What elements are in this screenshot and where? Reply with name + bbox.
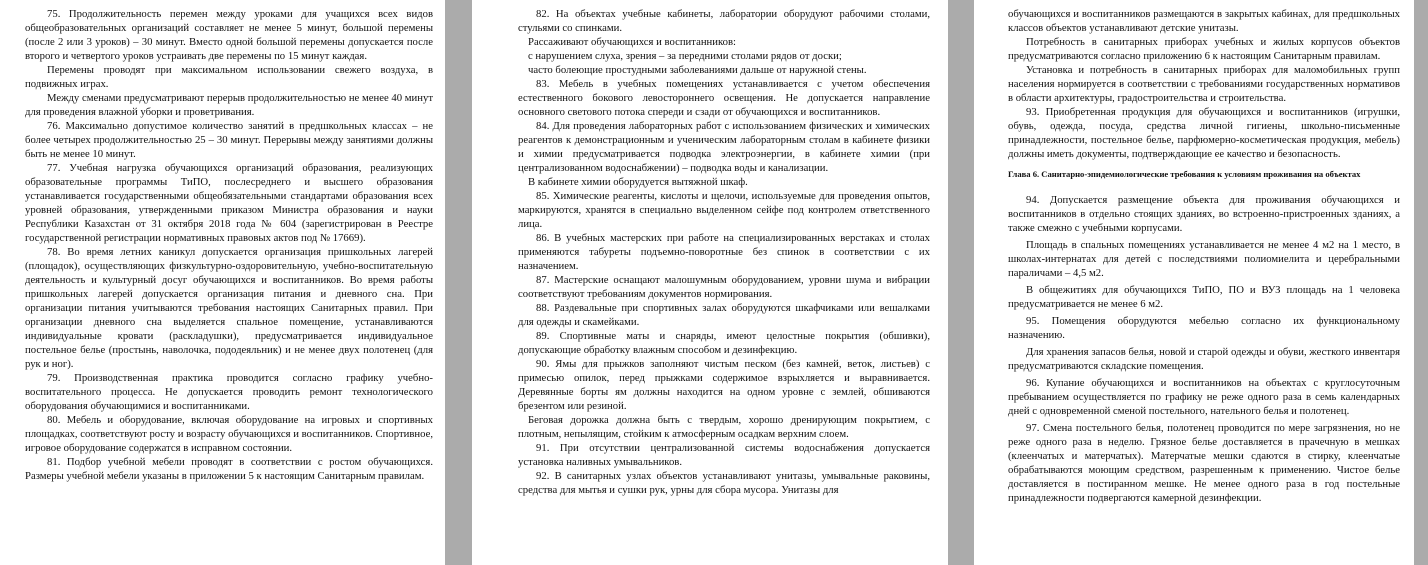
- paragraph-80: 80. Мебель и оборудование, включая оборудование на игровых и спортивных площадках, соответствуют росту и возрасту обучающихся и воспитанников. Спортивное, игровое оборудование содержатся в исправном состоянии.: [25, 414, 433, 454]
- document-page-1: [0, 0, 445, 565]
- paragraph-75-breaks: Перемены проводят при максимальном использовании свежего воздуха, в подвижных играх.: [25, 64, 433, 90]
- paragraph-94-area: Площадь в спальных помещениях устанавливается не менее 4 м2 на 1 место, в школах-интернатах для детей с последствиями полиомиелита и церебральными параличами – 4,5 м2.: [1008, 239, 1400, 279]
- paragraph-81: 81. Подбор учебной мебели проводят в соответствии с ростом обучающихся. Размеры учебной мебели указаны в приложении 5 к настоящим Санитарным правилам.: [25, 456, 433, 482]
- paragraph-97: 97. Смена постельного белья, полотенец проводится по мере загрязнения, но не реже одного раза в неделю. Грязное белье доставляется в прачечную в мешках (клеенчатых и матерчатых). Матерчатые мешки сдаются в стирку, клеенчатые обрабатываются моющим средством, разрешенным к применению. Чистое белье доставляется в постиранном мешке. Не менее одного раза в год постельные принадлежности подвергаются камерной дезинфекции.: [1008, 422, 1400, 504]
- chapter-heading: Глава 6. Санитарно-эпидемиологические требования к условиям проживания на объектах: [1008, 169, 1361, 179]
- paragraph-75-shifts: Между сменами предусматривают перерыв продолжительностью не менее 40 минут для проведения влажной уборки и проветривания.: [25, 92, 433, 118]
- paragraph-82-illness: часто болеющие простудными заболеваниями дальше от наружной стены.: [528, 64, 867, 76]
- paragraph-78: 78. Во время летних каникул допускается организация пришкольных лагерей (площадок), осуществляющих физкультурно-оздоровительную, учебно-воспитательную деятельность и культурный досуг обучающихся и воспитанников. Во время работы пришкольных лагерей допускается организация питания и дневного сна. При организации питания учитываются требования настоящих Санитарных правил. При организации дневного сна выделяется спальное помещение, устанавливаются индивидуальные кровати (раскладушки), предусматривается индивидуальное постельное белье (простынь, наволочка, пододеяльник) и не менее двух полотенец (для рук и ног).: [25, 246, 433, 370]
- paragraph-92-needs: Потребность в санитарных приборах учебных и жилых корпусов объектов предусматриваются согласно приложению 6 к настоящим Санитарным правилам.: [1008, 36, 1400, 62]
- page-gap-2: [948, 0, 975, 565]
- paragraph-92-mobility: Установка и потребность в санитарных приборах для маломобильных групп населения нормируется в соответствии с требованиями государственных нормативов в области архитектуры, градостроительства и строительства.: [1008, 64, 1400, 104]
- paragraph-95-storage: Для хранения запасов белья, новой и старой одежды и обуви, жесткого инвентаря предусматриваются складские помещения.: [1008, 346, 1400, 372]
- paragraph-88: 88. Раздевальные при спортивных залах оборудуются шкафчиками или вешалками для одежды и скамейками.: [518, 302, 930, 328]
- paragraph-94-dorm: В общежитиях для обучающихся ТиПО, ПО и ВУЗ площадь на 1 человека предусматривается не менее 6 м2.: [1008, 284, 1400, 310]
- paragraph-94: 94. Допускается размещение объекта для проживания обучающихся и воспитанников в отдельно стоящих зданиях, во встроенно-пристроенных зданиях, а также смежно с учебными корпусами.: [1008, 194, 1400, 234]
- paragraph-83: 83. Мебель в учебных помещениях устанавливается с учетом обеспечения естественного бокового левостороннего освещения. Не допускается направление основного светового потока спереди и сзади от обучающихся и воспитанников.: [518, 78, 930, 118]
- paragraph-96: 96. Купание обучающихся и воспитанников на объектах с круглосуточным пребыванием осуществляется по графику не реже одного раза в семь календарных дней с одновременной сменой постельного, нательного белья и полотенец.: [1008, 377, 1400, 417]
- paragraph-89: 89. Спортивные маты и снаряды, имеют целостные покрытия (обшивки), допускающие обработку влажным способом и дезинфекцию.: [518, 330, 930, 356]
- paragraph-84-hood: В кабинете химии оборудуется вытяжной шкаф.: [528, 176, 748, 188]
- document-page-2: [472, 0, 948, 565]
- document-page-3: [974, 0, 1414, 565]
- paragraph-82: 82. На объектах учебные кабинеты, лаборатории оборудуют рабочими столами, стульями со спинками.: [518, 8, 930, 34]
- paragraph-77: 77. Учебная нагрузка обучающихся организаций образования, реализующих образовательные программы ТиПО, послесреднего и высшего образования устанавливается государственными общеобязательными стандартами образования всех уровней образования, утвержденными приказом Министра образования и науки Республики Казахстан от 31 октября 2018 года № 604 (зарегистрирован в Реестре государственной регистрации нормативных правовых актов под № 17669).: [25, 162, 433, 244]
- paragraph-90: 90. Ямы для прыжков заполняют чистым песком (без камней, веток, листьев) с примесью опилок, перед прыжками содержимое взрыхляется и выравнивается. Деревянные борты ям должны находится на одном уровне с землей, обшиваются брезентом или резиной.: [518, 358, 930, 412]
- paragraph-84: 84. Для проведения лабораторных работ с использованием физических и химических реагентов к демонстрационным и ученическим лабораторным столам в кабинете физики и химии предусматривается подводка электроэнергии, в кабинете химии (при централизованном водоснабжении) – подводка воды и канализации.: [518, 120, 930, 174]
- paragraph-76: 76. Максимально допустимое количество занятий в предшкольных классах – не более четырех продолжительностью 25 – 30 минут. Перерывы между занятиями должны быть не менее 10 минут.: [25, 120, 433, 160]
- paragraph-86: 86. В учебных мастерских при работе на специализированных верстаках и столах применяются табуреты подъемно-поворотные без спинок в соответствии с их назначением.: [518, 232, 930, 272]
- paragraph-79: 79. Производственная практика проводится согласно графику учебно-воспитательного процесса. Не допускается проводить ремонт технологического оборудования обучающимися и воспитанниками.: [25, 372, 433, 412]
- paragraph-95: 95. Помещения оборудуются мебелью согласно их функциональному назначению.: [1008, 315, 1400, 341]
- page-gap-1: [445, 0, 472, 565]
- paragraph-92-continued: обучающихся и воспитанников размещаются в закрытых кабинах, для предшкольных классов объектов устанавливают детские унитазы.: [1008, 8, 1400, 34]
- paragraph-91: 91. При отсутствии централизованной системы водоснабжения допускается установка наливных умывальников.: [518, 442, 930, 468]
- paragraph-75: 75. Продолжительность перемен между уроками для учащихся всех видов общеобразовательных организаций составляет не менее 5 минут, большой перемены (после 2 или 3 уроков) – 30 минут. Вместо одной большой перемены допускается после второго и четвертого уроков устраивать две перемены по 15 минут каждая.: [25, 8, 433, 62]
- paragraph-92: 92. В санитарных узлах объектов устанавливают унитазы, умывальные раковины, средства для мытья и сушки рук, урны для сбора мусора. Унитазы для: [518, 470, 930, 496]
- paragraph-82-seating: Рассаживают обучающихся и воспитанников:: [528, 36, 736, 48]
- paragraph-87: 87. Мастерские оснащают малошумным оборудованием, уровни шума и вибрации соответствуют требованиям документов нормирования.: [518, 274, 930, 300]
- paragraph-90-track: Беговая дорожка должна быть с твердым, хорошо дренирующим покрытием, с плотным, непылящим, стойким к атмосферным осадкам верхним слоем.: [518, 414, 930, 440]
- paragraph-82-hearing: с нарушением слуха, зрения – за передними столами рядов от доски;: [528, 50, 842, 62]
- paragraph-93: 93. Приобретенная продукция для обучающихся и воспитанников (игрушки, обувь, одежда, посуда, средства личной гигиены, школьно-письменные принадлежности, постельное белье, парфюмерно-косметическая продукция, мебель) должны иметь документы, подтверждающие ее качество и безопасность.: [1008, 106, 1400, 160]
- paragraph-85: 85. Химические реагенты, кислоты и щелочи, используемые для проведения опытов, маркируются, хранятся в специально выделенном сейфе под контролем ответственного лица.: [518, 190, 930, 230]
